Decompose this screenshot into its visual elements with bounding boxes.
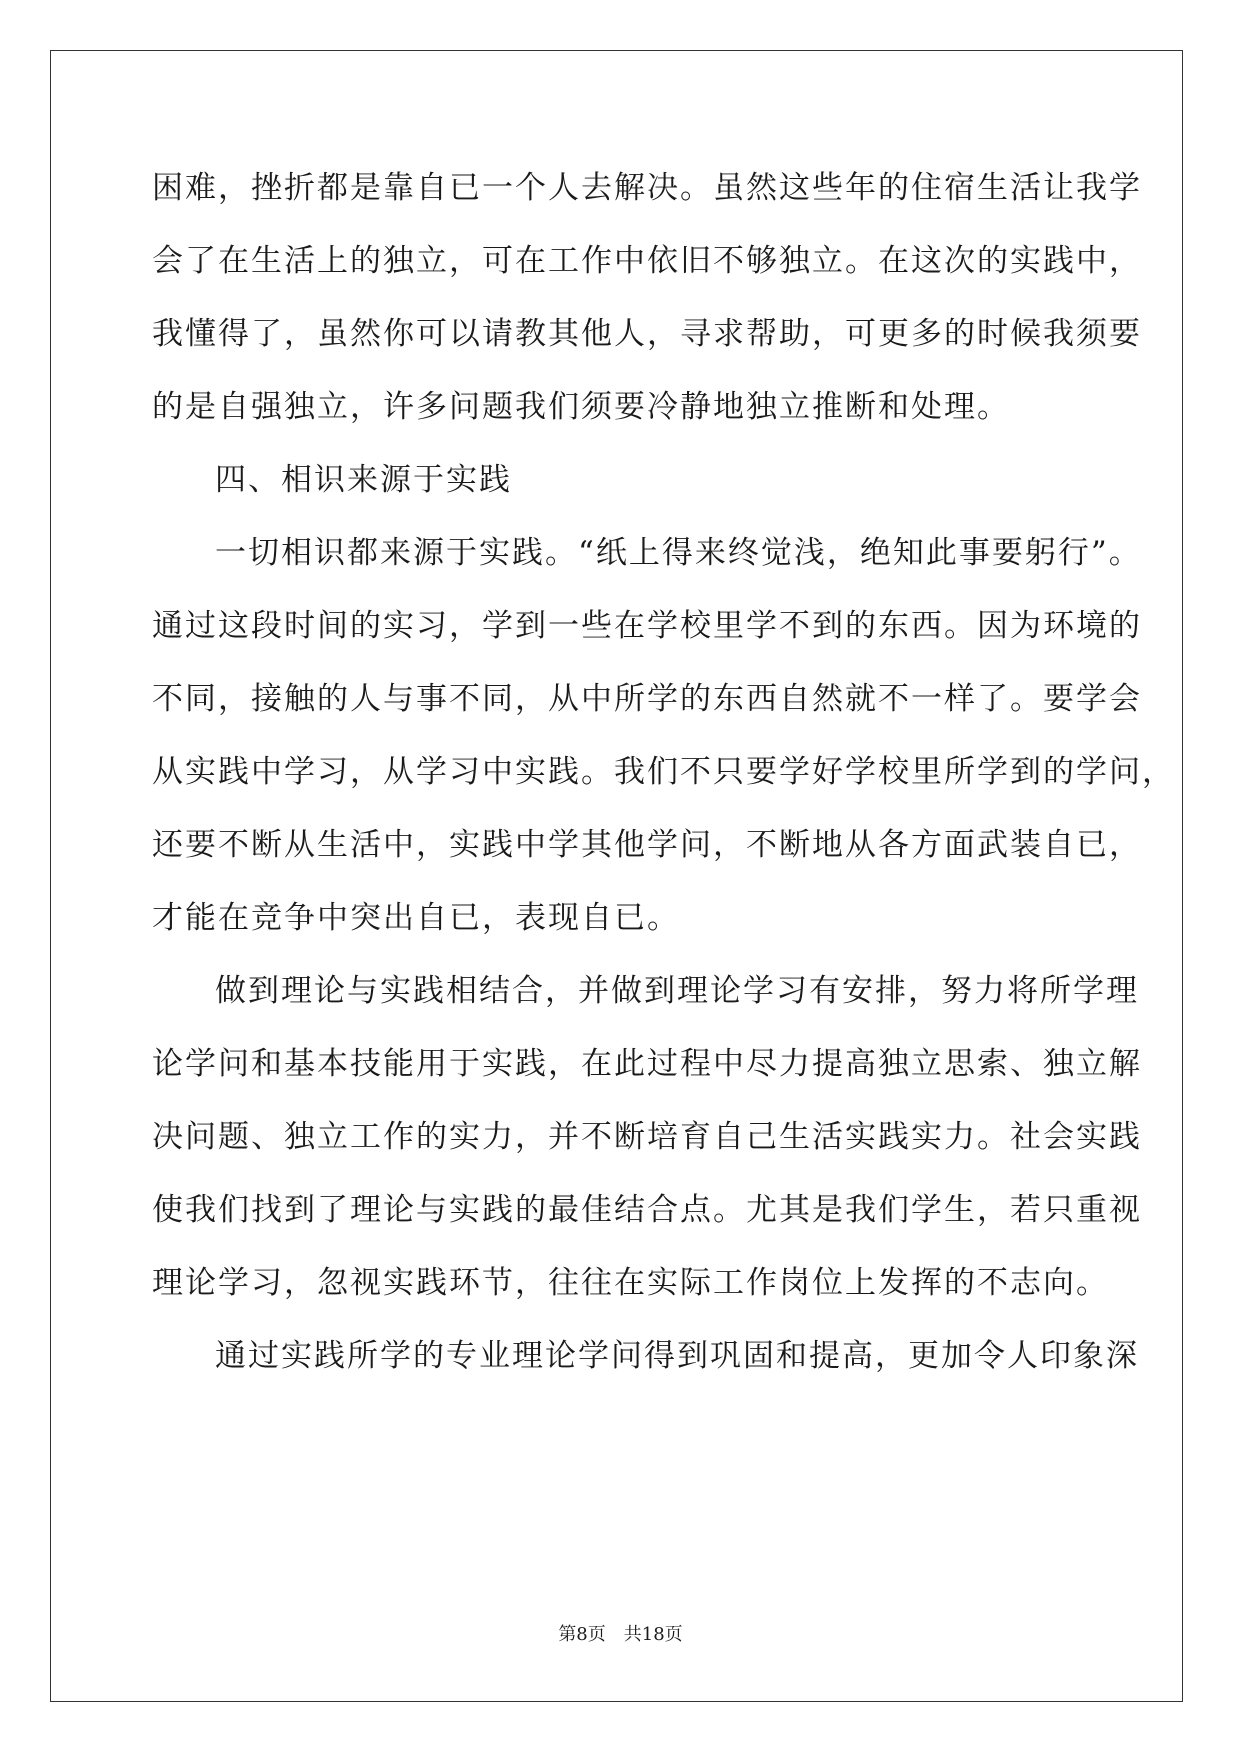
paragraph-3-line-2: 通过这段时间的实习，学到一些在学校里学不到的东西。因为环境的 bbox=[152, 608, 1142, 644]
paragraph-3-line-4: 从实践中学习，从学习中实践。我们不只要学好学校里所学到的学问， bbox=[152, 754, 1175, 790]
paragraph-4-line-5: 理论学习，忽视实践环节，往往在实际工作岗位上发挥的不志向。 bbox=[152, 1265, 1109, 1301]
page-border bbox=[50, 50, 1183, 1702]
paragraph-4-line-4: 使我们找到了理论与实践的最佳结合点。尤其是我们学生，若只重视 bbox=[152, 1192, 1142, 1228]
page-number: 第8页 bbox=[558, 1624, 606, 1645]
section-heading: 四、相识来源于实践 bbox=[215, 462, 512, 498]
paragraph-3-line-3: 不同，接触的人与事不同，从中所学的东西自然就不一样了。要学会 bbox=[152, 681, 1142, 717]
paragraph-4-line-3: 决问题、独立工作的实力，并不断培育自己生活实践实力。社会实践 bbox=[152, 1119, 1142, 1155]
page-footer bbox=[0, 1623, 1241, 1647]
paragraph-5-line-1: 通过实践所学的专业理论学问得到巩固和提高，更加令人印象深 bbox=[215, 1338, 1139, 1374]
paragraph-1-line-3: 我懂得了，虽然你可以请教其他人，寻求帮助，可更多的时候我须要 bbox=[152, 316, 1142, 352]
paragraph-1-line-2: 会了在生活上的独立，可在工作中依旧不够独立。在这次的实践中， bbox=[152, 243, 1142, 279]
paragraph-1-line-1: 困难，挫折都是靠自已一个人去解决。虽然这些年的住宿生活让我学 bbox=[152, 170, 1142, 206]
page-total: 共18页 bbox=[623, 1624, 683, 1645]
paragraph-3-line-5: 还要不断从生活中，实践中学其他学问，不断地从各方面武装自已， bbox=[152, 827, 1142, 863]
paragraph-3-line-6: 才能在竞争中突出自已，表现自已。 bbox=[152, 900, 680, 936]
paragraph-4-line-2: 论学问和基本技能用于实践，在此过程中尽力提高独立思索、独立解 bbox=[152, 1046, 1142, 1082]
paragraph-1-line-4: 的是自强独立，许多问题我们须要冷静地独立推断和处理。 bbox=[152, 389, 1010, 425]
paragraph-3-line-1: 一切相识都来源于实践。“纸上得来终觉浅，绝知此事要躬行”。 bbox=[215, 535, 1142, 571]
paragraph-4-line-1: 做到理论与实践相结合，并做到理论学习有安排，努力将所学理 bbox=[215, 973, 1139, 1009]
